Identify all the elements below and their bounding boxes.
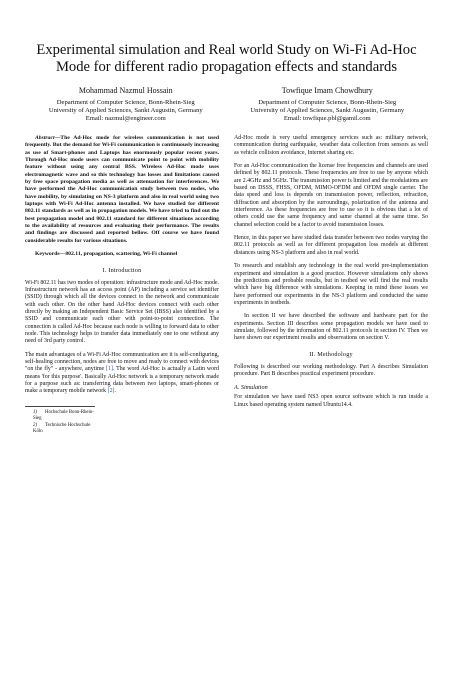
intro-paragraph-2-part-c: . (114, 388, 116, 395)
paper-title: Experimental simulation and Real world Study on Wi-Fi Ad-Hoc Mode for different radio propagation effects and standards (36, 42, 417, 75)
simulation-paragraph-1: For simulation we have used NS3 open source software which is run inside a Linux based operating system named Ubuntu14.4. (234, 394, 428, 408)
footnote-1 (25, 410, 95, 423)
footnotes (25, 406, 95, 436)
author-1-email: Email: nazmul@engineer.com (85, 115, 166, 122)
abstract (25, 135, 219, 245)
section-heading-introduction: I. Introduction (102, 266, 142, 274)
section-heading-methodology: II. Methodology (309, 350, 353, 358)
left-column (25, 135, 219, 436)
intro-paragraph-7: In section II we have described the software and hardware part for the experiments. Section III describes some propagation models we have used to simulate, followed by the information of 802.11 protocols in section IV. Then we have shown our experiment results and observations on section V. (234, 313, 428, 342)
author-1 (25, 86, 227, 123)
author-2-univ: University of Applied Sciences, Sankt Augustin, Germany (250, 107, 405, 114)
abstract-text: —The Ad-Hoc mode for wireless communication is not used frequently. But the demand for Wi-Fi communication is continuously increasing as use of Smart-phones and Laptops has enormously popular recent years. Through Ad-Hoc mode users can communicate point to point with mobility feature without using any central BSS. Wireless Ad-Hoc mode uses electromagnetic wave and so this technology has losses and limitations caused by free space propagation media as well as attenuation for interferences. We have performed the Ad-Hoc communication study between two nodes, who have mobility, by simulating on NS-3 platform and also in real world using two laptops with Wi-Fi Ad-Hoc antenna installed. We have studied for different 802.11 standards as well as in propagation models. We have tried to find out the best propagation model and 802.11 standard for different situations according to the availability of resources and evaluating their performance. The results and findings are discussed and reported bellow. Off course we have found considerable results for various situations. (25, 135, 219, 244)
footnote-2 (25, 423, 95, 436)
author-1-dept: Department of Computer Science, Bonn-Rhein-Sieg (56, 99, 195, 106)
author-2-email: Email: towfique.pbl@gamil.com (283, 115, 371, 122)
author-2-dept: Department of Computer Science, Bonn-Rhein-Sieg (258, 99, 397, 106)
keywords: Keywords—802.11, propagation, scattering, Wi-Fi channel (35, 251, 178, 258)
author-2-name: Towfique Imam Chowdhury (281, 86, 373, 95)
citation-2-link[interactable]: [2] (107, 388, 115, 395)
paper-page (0, 42, 453, 682)
right-column (234, 135, 428, 436)
citation-1-link[interactable]: [1] (106, 366, 113, 373)
abstract-lead: Abstract (35, 135, 55, 141)
intro-paragraph-2-part-b: . The word Ad-Hoc is actually a Latin word means 'for this purpose'. Basically Ad-Hoc network is a temporary network made for a purpose such as: transferring data between two laptops, smart-phones or make a temporary mobile network (25, 366, 219, 395)
intro-paragraph-4: For an Ad-Hoc communication the license free frequencies and channels are used defined by 802.11 protocols. These frequencies are free to use by anyone which are 2.4GHz and 5GHz. The transmission power is limited and the modulations are based on DSSS, FHSS, OFDM, MIMO-OFDM and OFDM single carrier. The data speed and loss is depends on transmission power, reflection, refraction, diffraction and absorption by the surroundings, polarization of the antenna and interference. As these frequencies are free to use so it is obvious that a lot of others could use the same frequency and same channel at the same time. So channel selection could be a factor to avoid transmission losses. (234, 163, 428, 228)
intro-paragraph-5: Hence, in this paper we have studied data transfer between two nodes varying the 802.11 protocols as well as for different propagation loss models at different distances using NS-3 platform and also in real world. (234, 235, 428, 256)
intro-paragraph-1: Wi-Fi 802.11 has two modes of operation: infrastructure mode and Ad-Hoc mode. Infrastructure network has an access point (AP) including a service set identifier (SSID) through which all the devices connect to the network and communicate with each other. On the other hand Ad-Hoc devices connect with each other directly by making an Independent Basic Service Set (IBSS) also identified by a SSID and communicate each other with point-to-point connection. The connection is called Ad-Hoc because each node is willing to forward data to other node. This technology helps to transfer data immediately one to one without any need of 3rd party control. (25, 279, 219, 345)
author-1-name: Mohammad Nazmul Hossain (78, 86, 173, 95)
body-columns (25, 135, 428, 436)
author-1-univ: University of Applied Sciences, Sankt Augustin, Germany (48, 107, 203, 114)
author-block (25, 86, 428, 123)
intro-paragraph-2-part-a: The main advantages of a Wi-Fi Ad-Hoc communication are it is self-configuring, self-healing connection, nodes are free to move and ready to connect with devices "on the fly" - anywhere, anytime (25, 351, 219, 373)
footnote-1-text: Hochschule Bonn-Rhein-Sieg (33, 409, 94, 422)
subsection-heading-simulation: A. Simulation (234, 384, 268, 392)
author-2 (227, 86, 429, 123)
footnote-1-number: 1) (33, 409, 37, 415)
intro-paragraph-3: Ad-Hoc mode is very useful emergency services such as: military network, communication during earthquake, weather data collection from sensors as well as vehicle collision avoidance, Internet sharing etc. (234, 135, 428, 156)
footnote-2-number: 2) (33, 422, 37, 428)
method-paragraph-1: Following is described our working methodology. Part A describes Simulation procedure. Part B describes practical experiment procedure. (234, 363, 428, 377)
footnote-2-text: Technische Hochschule Köln (33, 422, 91, 435)
intro-paragraph-2 (25, 352, 219, 396)
intro-paragraph-6: To research and establish any technology in the real world pre-implementation experiment and simulation is a good practice. However simulations only shows the predictions and probable results, but in testbed we will find the real results which have big difference with simulations. Keeping in mind these issues we have performed our experiments in the NS-3 platform and conducted the same experiments in testbeds. (234, 263, 428, 306)
